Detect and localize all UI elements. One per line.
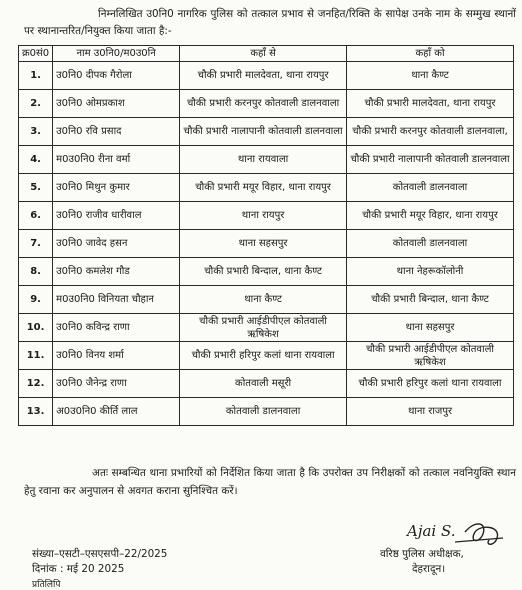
header-name: नाम उ0नि0/म0उ0नि (53, 46, 180, 62)
row-sno: 11. (19, 342, 53, 370)
row-from: चौकी प्रभारी मालदेवता, थाना रायपुर (180, 62, 347, 90)
table-row (19, 370, 514, 398)
row-sno: 2. (19, 90, 53, 118)
table-row (19, 286, 514, 314)
row-to: चौकी प्रभारी आईडीपीएल कोतवाली ऋषिकेश (347, 342, 514, 370)
row-to: चौकी प्रभारी बिन्दाल, थाना कैण्ट (347, 286, 514, 314)
row-to: चौकी प्रभारी मयूर विहार, थाना रायपुर (347, 202, 514, 230)
row-sno: 1. (19, 62, 53, 90)
row-from: चौकी प्रभारी हरिपुर कलां थाना रायवाला (180, 342, 347, 370)
table-row (19, 90, 514, 118)
table-row (19, 258, 514, 286)
reference-number: संख्या–एसटी–एसएसपी–22/2025 (32, 548, 168, 560)
row-to: चौकी प्रभारी मालदेवता, थाना रायपुर (347, 90, 514, 118)
row-name: उ0नि0 जावेद हसन (53, 230, 180, 258)
row-to: चौकी प्रभारी नालापानी कोतवाली डालनवाला (347, 146, 514, 174)
row-from: चौकी प्रभारी मयूर विहार, थाना रायपुर (180, 174, 347, 202)
row-name: उ0नि0 कविन्द्र राणा (53, 314, 180, 342)
row-from: थाना सहसपुर (180, 230, 347, 258)
table-row (19, 146, 514, 174)
row-name: उ0नि0 विनय शर्मा (53, 342, 180, 370)
header-to: कहाँ को (347, 46, 514, 62)
row-sno: 9. (19, 286, 53, 314)
header-sno: क्र0सं0 (19, 46, 53, 62)
row-from: कोतवाली मसूरी (180, 370, 347, 398)
copy-to-line: प्रतिलिपि (32, 580, 61, 590)
table-row (19, 398, 514, 426)
row-sno: 7. (19, 230, 53, 258)
row-sno: 3. (19, 118, 53, 146)
transfer-table (18, 45, 514, 426)
signature-text: Ajai S. (407, 522, 456, 540)
row-from: थाना रायवाला (180, 146, 347, 174)
order-date: दिनांक : मई 20 2025 (32, 563, 125, 575)
row-to: कोतवाली डालनवाला (347, 230, 514, 258)
row-from: चौकी प्रभारी आईडीपीएल कोतवाली ऋषिकेश (180, 314, 347, 342)
row-sno: 5. (19, 174, 53, 202)
row-from: चौकी प्रभारी नालापानी कोतवाली डालनवाला (180, 118, 347, 146)
row-sno: 12. (19, 370, 53, 398)
row-to: चौकी प्रभारी हरिपुर कलां थाना रायवाला (347, 370, 514, 398)
table-row (19, 314, 514, 342)
row-name: उ0नि0 मिथुन कुमार (53, 174, 180, 202)
row-from: चौकी प्रभारी करनपुर कोतवाली डालनवाला (180, 90, 347, 118)
intro-paragraph: निम्नलिखित उ0नि0 नागरिक पुलिस को तत्काल प्रभाव से जनहित/रिक्ति के सापेक्ष उनके नाम के सम्मुख स्थानों पर स्थानान्तरित/नियुक्त किया जाता है:- (24, 8, 516, 37)
table-row (19, 202, 514, 230)
row-from: कोतवाली डालनवाला (180, 398, 347, 426)
row-to: कोतवाली डालनवाला (347, 174, 514, 202)
row-sno: 10. (19, 314, 53, 342)
row-from: चौकी प्रभारी बिन्दाल, थाना कैण्ट (180, 258, 347, 286)
signatory-title: वरिष्ठ पुलिस अधीक्षक, (380, 548, 464, 560)
row-name: उ0नि0 राजीव धारीवाल (53, 202, 180, 230)
row-name: अ0उ0नि0 कीर्ति लाल (53, 398, 180, 426)
row-name: उ0नि0 रवि प्रसाद (53, 118, 180, 146)
header-from: कहाँ से (180, 46, 347, 62)
table-row (19, 230, 514, 258)
table-row (19, 118, 514, 146)
row-to: थाना नेहरूकॉलोनी (347, 258, 514, 286)
row-sno: 6. (19, 202, 53, 230)
row-name: उ0नि0 दीपक गैरोला (53, 62, 180, 90)
table-row (19, 62, 514, 90)
table-header-row (19, 46, 514, 62)
row-name: म0उ0नि0 रीना वर्मा (53, 146, 180, 174)
row-from: थाना कैण्ट (180, 286, 347, 314)
table-row (19, 342, 514, 370)
row-name: उ0नि0 कमलेश गौड (53, 258, 180, 286)
row-sno: 8. (19, 258, 53, 286)
row-to: थाना राजपुर (347, 398, 514, 426)
table-row (19, 174, 514, 202)
row-to: थाना सहसपुर (347, 314, 514, 342)
row-sno: 4. (19, 146, 53, 174)
row-to: थाना कैण्ट (347, 62, 514, 90)
signatory-place: देहरादून। (412, 563, 446, 575)
row-from: थाना रायपुर (180, 202, 347, 230)
closing-paragraph: अतः सम्बन्धित थाना प्रभारियों को निर्देशित किया जाता है कि उपरोक्त उप निरीक्षकों को तत्काल नवनियुक्ति स्थान हेतु रवाना कर अनुपालन से अवगत कराना सुनिश्चित करें। (24, 467, 516, 497)
row-name: म0उ0नि0 विनियता चौहान (53, 286, 180, 314)
row-name: उ0नि0 ओमप्रकाश (53, 90, 180, 118)
row-name: उ0नि0 जैनेन्द्र राणा (53, 370, 180, 398)
row-sno: 13. (19, 398, 53, 426)
row-to: चौकी प्रभारी करनपुर कोतवाली डालनवाला, (347, 118, 514, 146)
